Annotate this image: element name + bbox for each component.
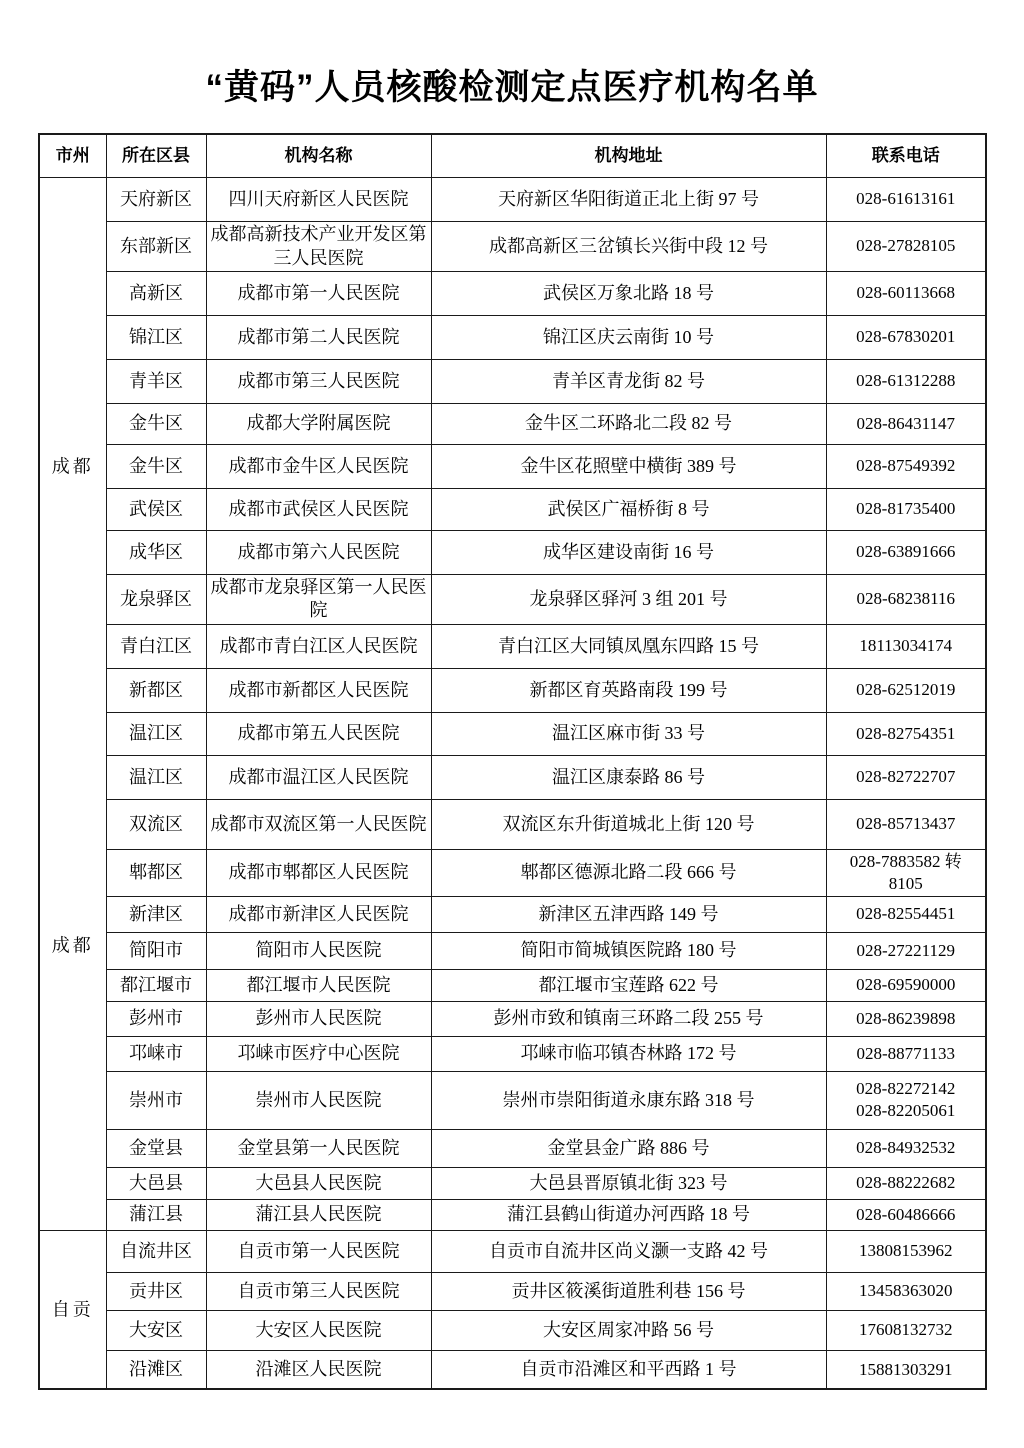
phone-number: 028-82554451 xyxy=(856,904,956,924)
district-cell: 温江区 xyxy=(106,755,206,799)
institution-name-cell: 都江堰市人民医院 xyxy=(206,969,431,1001)
district-cell: 沿滩区 xyxy=(106,1350,206,1389)
district-cell: 龙泉驿区 xyxy=(106,575,206,625)
institution-name-cell: 成都市龙泉驿区第一人民医院 xyxy=(206,575,431,625)
table-row xyxy=(39,1167,986,1199)
institution-name-cell: 沿滩区人民医院 xyxy=(206,1350,431,1389)
address-cell: 武侯区广福桥街 8 号 xyxy=(431,489,826,531)
phone-number: 028-60113668 xyxy=(856,283,956,303)
table-row xyxy=(39,404,986,445)
institution-name-cell: 自贡市第三人民医院 xyxy=(206,1272,431,1310)
table-row xyxy=(39,896,986,932)
table-row xyxy=(39,1199,986,1230)
phone-number: 028-60486666 xyxy=(856,1204,956,1224)
table-row xyxy=(39,668,986,712)
address-cell: 郫都区德源北路二段 666 号 xyxy=(431,849,826,896)
institution-name-cell: 大安区人民医院 xyxy=(206,1310,431,1350)
phone-cell xyxy=(826,222,986,272)
city-label: 成都 xyxy=(51,456,94,477)
institution-name-cell: 成都市第五人民医院 xyxy=(206,712,431,755)
phone-number: 028-86239898 xyxy=(856,1008,956,1028)
table-row xyxy=(39,755,986,799)
district-cell: 新都区 xyxy=(106,668,206,712)
institution-name-cell: 金堂县第一人民医院 xyxy=(206,1129,431,1167)
phone-number: 028-88771133 xyxy=(856,1043,956,1063)
table-row xyxy=(39,624,986,668)
table-row xyxy=(39,969,986,1001)
table-row xyxy=(39,849,986,896)
phone-number: 028-88222682 xyxy=(856,1173,956,1193)
table-row xyxy=(39,316,986,360)
table-row xyxy=(39,272,986,316)
district-cell: 崇州市 xyxy=(106,1071,206,1129)
phone-cell xyxy=(826,531,986,575)
table-row xyxy=(39,1001,986,1036)
phone-cell xyxy=(826,445,986,489)
phone-cell xyxy=(826,272,986,316)
table-row xyxy=(39,799,986,849)
address-cell: 成华区建设南街 16 号 xyxy=(431,531,826,575)
phone-cell xyxy=(826,1129,986,1167)
phone-cell xyxy=(826,668,986,712)
institution-name-cell: 成都市武侯区人民医院 xyxy=(206,489,431,531)
address-cell: 大安区周家冲路 56 号 xyxy=(431,1310,826,1350)
district-cell: 双流区 xyxy=(106,799,206,849)
city-label: 自贡 xyxy=(51,1299,94,1320)
header-row xyxy=(39,134,986,178)
address-cell: 金牛区二环路北二段 82 号 xyxy=(431,404,826,445)
institution-name-cell: 成都市第三人民医院 xyxy=(206,360,431,404)
address-cell: 锦江区庆云南街 10 号 xyxy=(431,316,826,360)
address-cell: 大邑县晋原镇北街 323 号 xyxy=(431,1167,826,1199)
phone-cell xyxy=(826,1167,986,1199)
phone-cell xyxy=(826,1230,986,1272)
column-header: 联系电话 xyxy=(826,134,986,178)
institution-name-cell: 简阳市人民医院 xyxy=(206,932,431,969)
phone-number: 028-27828105 xyxy=(856,236,956,256)
district-cell: 东部新区 xyxy=(106,222,206,272)
district-cell: 邛崃市 xyxy=(106,1036,206,1071)
address-cell: 邛崃市临邛镇杏林路 172 号 xyxy=(431,1036,826,1071)
institution-name-cell: 成都市第六人民医院 xyxy=(206,531,431,575)
district-cell: 金牛区 xyxy=(106,445,206,489)
phone-cell xyxy=(826,1350,986,1389)
phone-number: 17608132732 xyxy=(859,1320,953,1340)
table-row xyxy=(39,932,986,969)
institution-name-cell: 邛崃市医疗中心医院 xyxy=(206,1036,431,1071)
phone-number: 028-61613161 xyxy=(856,189,956,209)
table-row xyxy=(39,712,986,755)
hospital-table xyxy=(38,133,987,1390)
address-cell: 贡井区筱溪街道胜利巷 156 号 xyxy=(431,1272,826,1310)
phone-number: 13458363020 xyxy=(859,1281,953,1301)
district-cell: 武侯区 xyxy=(106,489,206,531)
address-cell: 温江区麻市街 33 号 xyxy=(431,712,826,755)
phone-cell xyxy=(826,1199,986,1230)
page-title: “黄码”人员核酸检测定点医疗机构名单 xyxy=(205,68,819,107)
phone-cell xyxy=(826,1310,986,1350)
district-cell: 温江区 xyxy=(106,712,206,755)
table-row xyxy=(39,575,986,625)
phone-number: 028-82272142 xyxy=(856,1079,956,1099)
address-cell: 彭州市致和镇南三环路二段 255 号 xyxy=(431,1001,826,1036)
phone-cell xyxy=(826,404,986,445)
address-cell: 崇州市崇阳街道永康东路 318 号 xyxy=(431,1071,826,1129)
phone-number: 18113034174 xyxy=(859,636,953,656)
address-cell: 新津区五津西路 149 号 xyxy=(431,896,826,932)
district-cell: 大安区 xyxy=(106,1310,206,1350)
phone-cell xyxy=(826,1272,986,1310)
district-cell: 青羊区 xyxy=(106,360,206,404)
phone-number: 028-63891666 xyxy=(856,542,956,562)
district-cell: 自流井区 xyxy=(106,1230,206,1272)
district-cell: 锦江区 xyxy=(106,316,206,360)
district-cell: 高新区 xyxy=(106,272,206,316)
table-row xyxy=(39,1350,986,1389)
phone-number: 028-81735400 xyxy=(856,499,956,519)
table-row xyxy=(39,222,986,272)
address-cell: 简阳市简城镇医院路 180 号 xyxy=(431,932,826,969)
district-cell: 金牛区 xyxy=(106,404,206,445)
column-header: 机构名称 xyxy=(206,134,431,178)
table-row xyxy=(39,531,986,575)
institution-name-cell: 自贡市第一人民医院 xyxy=(206,1230,431,1272)
phone-cell xyxy=(826,489,986,531)
institution-name-cell: 崇州市人民医院 xyxy=(206,1071,431,1129)
column-header: 市州 xyxy=(39,134,106,178)
phone-cell xyxy=(826,712,986,755)
address-cell: 温江区康泰路 86 号 xyxy=(431,755,826,799)
phone-number: 028-86431147 xyxy=(856,413,956,433)
address-cell: 都江堰市宝莲路 622 号 xyxy=(431,969,826,1001)
institution-name-cell: 彭州市人民医院 xyxy=(206,1001,431,1036)
phone-cell xyxy=(826,849,986,896)
address-cell: 自贡市沿滩区和平西路 1 号 xyxy=(431,1350,826,1389)
phone-number: 028-85713437 xyxy=(856,814,956,834)
phone-number: 028-82205061 xyxy=(856,1101,956,1121)
table-row xyxy=(39,360,986,404)
phone-number: 028-68238116 xyxy=(856,589,956,609)
institution-name-cell: 成都市第一人民医院 xyxy=(206,272,431,316)
institution-name-cell: 成都大学附属医院 xyxy=(206,404,431,445)
city-cell xyxy=(39,178,106,1231)
address-cell: 蒲江县鹤山街道办河西路 18 号 xyxy=(431,1199,826,1230)
phone-number: 028-69590000 xyxy=(856,975,956,995)
address-cell: 武侯区万象北路 18 号 xyxy=(431,272,826,316)
phone-cell xyxy=(826,1036,986,1071)
phone-cell xyxy=(826,799,986,849)
district-cell: 成华区 xyxy=(106,531,206,575)
phone-number: 028-62512019 xyxy=(856,680,956,700)
institution-name-cell: 成都高新技术产业开发区第三人民医院 xyxy=(206,222,431,272)
phone-number: 028-61312288 xyxy=(856,371,956,391)
address-cell: 金牛区花照壁中横街 389 号 xyxy=(431,445,826,489)
table-row xyxy=(39,445,986,489)
district-cell: 郫都区 xyxy=(106,849,206,896)
institution-name-cell: 蒲江县人民医院 xyxy=(206,1199,431,1230)
phone-number: 028-7883582 转 xyxy=(849,851,962,871)
phone-cell xyxy=(826,316,986,360)
district-cell: 新津区 xyxy=(106,896,206,932)
institution-name-cell: 成都市新津区人民医院 xyxy=(206,896,431,932)
table-row xyxy=(39,1230,986,1272)
phone-number: 028-27221129 xyxy=(856,940,956,960)
district-cell: 天府新区 xyxy=(106,178,206,222)
phone-cell xyxy=(826,624,986,668)
phone-cell xyxy=(826,969,986,1001)
table-row xyxy=(39,1310,986,1350)
phone-cell xyxy=(826,932,986,969)
column-header: 所在区县 xyxy=(106,134,206,178)
phone-cell xyxy=(826,360,986,404)
phone-cell xyxy=(826,575,986,625)
table-row xyxy=(39,1071,986,1129)
district-cell: 简阳市 xyxy=(106,932,206,969)
institution-name-cell: 大邑县人民医院 xyxy=(206,1167,431,1199)
address-cell: 自贡市自流井区尚义灏一支路 42 号 xyxy=(431,1230,826,1272)
address-cell: 新都区育英路南段 199 号 xyxy=(431,668,826,712)
table-row xyxy=(39,1129,986,1167)
institution-name-cell: 成都市双流区第一人民医院 xyxy=(206,799,431,849)
institution-name-cell: 四川天府新区人民医院 xyxy=(206,178,431,222)
address-cell: 成都高新区三岔镇长兴街中段 12 号 xyxy=(431,222,826,272)
district-cell: 大邑县 xyxy=(106,1167,206,1199)
table-body xyxy=(39,178,986,1390)
institution-name-cell: 成都市金牛区人民医院 xyxy=(206,445,431,489)
phone-number: 028-82722707 xyxy=(856,767,956,787)
address-cell: 金堂县金广路 886 号 xyxy=(431,1129,826,1167)
address-cell: 青羊区青龙街 82 号 xyxy=(431,360,826,404)
table-row xyxy=(39,489,986,531)
district-cell: 彭州市 xyxy=(106,1001,206,1036)
district-cell: 蒲江县 xyxy=(106,1199,206,1230)
phone-number: 15881303291 xyxy=(859,1359,953,1379)
phone-cell xyxy=(826,1071,986,1129)
district-cell: 都江堰市 xyxy=(106,969,206,1001)
district-cell: 金堂县 xyxy=(106,1129,206,1167)
address-cell: 龙泉驿区驿河 3 组 201 号 xyxy=(431,575,826,625)
table-header-row xyxy=(39,134,986,178)
district-cell: 贡井区 xyxy=(106,1272,206,1310)
table-row xyxy=(39,1036,986,1071)
phone-number: 13808153962 xyxy=(859,1241,953,1261)
address-cell: 青白江区大同镇凤凰东四路 15 号 xyxy=(431,624,826,668)
phone-number: 028-82754351 xyxy=(856,723,956,743)
city-cell xyxy=(39,1230,106,1389)
column-header: 机构地址 xyxy=(431,134,826,178)
table-row xyxy=(39,1272,986,1310)
table-row xyxy=(39,178,986,222)
city-label: 成都 xyxy=(51,935,94,956)
institution-name-cell: 成都市温江区人民医院 xyxy=(206,755,431,799)
phone-number: 028-84932532 xyxy=(856,1138,956,1158)
institution-name-cell: 成都市第二人民医院 xyxy=(206,316,431,360)
phone-number: 028-67830201 xyxy=(856,327,956,347)
phone-number: 8105 xyxy=(888,873,923,893)
district-cell: 青白江区 xyxy=(106,624,206,668)
address-cell: 天府新区华阳街道正北上街 97 号 xyxy=(431,178,826,222)
address-cell: 双流区东升街道城北上街 120 号 xyxy=(431,799,826,849)
phone-cell xyxy=(826,1001,986,1036)
phone-number: 028-87549392 xyxy=(856,456,956,476)
phone-cell xyxy=(826,896,986,932)
phone-cell xyxy=(826,178,986,222)
phone-cell xyxy=(826,755,986,799)
institution-name-cell: 成都市新都区人民医院 xyxy=(206,668,431,712)
institution-name-cell: 成都市郫都区人民医院 xyxy=(206,849,431,896)
institution-name-cell: 成都市青白江区人民医院 xyxy=(206,624,431,668)
